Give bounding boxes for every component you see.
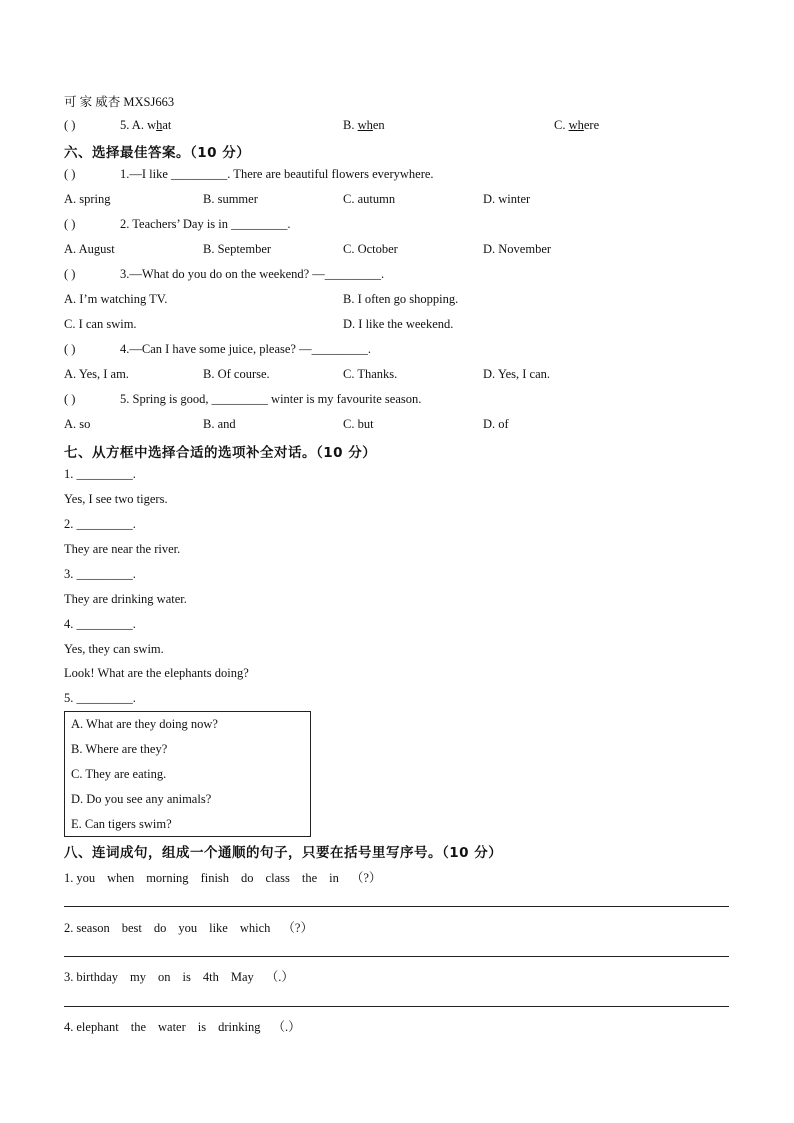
answer-line-3[interactable] — [64, 1006, 729, 1007]
option-a-rest: at — [162, 118, 172, 132]
s8-item-2 — [64, 918, 325, 936]
word: finish — [200, 871, 230, 885]
option-a-underlined: h — [156, 118, 163, 132]
answer-paren[interactable]: （.） — [265, 970, 294, 984]
s6-q3 — [64, 267, 384, 282]
s6-q5-option-b: B. and — [203, 417, 236, 431]
box-option-c: C. They are eating. — [71, 767, 167, 781]
s6-q2-option-a: A. August — [64, 242, 115, 256]
item-number: 2. — [64, 921, 74, 935]
word: elephant — [76, 1020, 119, 1034]
box-option-e: E. Can tigers swim? — [71, 817, 172, 831]
answer-paren[interactable]: （.） — [272, 1020, 301, 1034]
answer-line-1[interactable] — [64, 906, 729, 907]
word: do — [153, 921, 167, 935]
answer-paren[interactable]: ( ) — [64, 342, 76, 356]
s6-q4 — [64, 342, 371, 357]
s8-item-3 — [64, 967, 306, 985]
s6-q2-option-d: D. November — [483, 242, 552, 256]
question-text: 4.—Can I have some juice, please? —_________. — [120, 342, 371, 356]
section6-heading: 六、选择最佳答案。（10 分） — [64, 145, 251, 161]
s6-q1-option-d: D. winter — [483, 192, 531, 206]
word: on — [158, 970, 171, 984]
s6-q4-option-c: C. Thanks. — [343, 367, 398, 381]
word: season — [76, 921, 110, 935]
text-fragment: C. — [554, 118, 569, 132]
word: May — [230, 970, 254, 984]
s6-q1-option-a: A. spring — [64, 192, 111, 206]
answer-paren[interactable]: ( ) — [64, 167, 76, 181]
question-text: 2. Teachers’ Day is in _________. — [120, 217, 291, 231]
text-fragment: wh — [357, 118, 373, 132]
option-a-part: w — [147, 118, 157, 132]
word: 4th — [202, 970, 219, 984]
text-fragment: ere — [583, 118, 600, 132]
item-number: 3. — [64, 970, 74, 984]
s6-q4-option-a: A. Yes, I am. — [64, 367, 129, 381]
dialog-line: They are near the river. — [64, 542, 181, 556]
word: in — [329, 871, 339, 885]
question-text: 3.—What do you do on the weekend? —_________. — [120, 267, 385, 281]
word: is — [197, 1020, 207, 1034]
s8-item-4 — [64, 1017, 313, 1035]
word: do — [241, 871, 254, 885]
answer-line-2[interactable] — [64, 956, 729, 957]
dialog-blank-5[interactable]: 5. _________. — [64, 691, 136, 705]
section7-heading: 七、从方框中选择合适的选项补全对话。（10 分） — [64, 445, 377, 461]
answer-paren[interactable]: ( ) — [64, 217, 76, 231]
word: like — [209, 921, 228, 935]
answer-paren[interactable]: ( ) — [64, 118, 76, 132]
word: my — [130, 970, 147, 984]
dialog-blank-3[interactable]: 3. _________. — [64, 567, 136, 581]
s6-q1 — [64, 167, 434, 182]
sec5-q5-option-b — [343, 118, 385, 133]
text-fragment: wh — [568, 118, 584, 132]
s6-q4-option-d: D. Yes, I can. — [483, 367, 551, 381]
header-text: 可 家 威杏 MXSJ663 — [64, 95, 175, 109]
word: you — [76, 871, 96, 885]
dialog-line: Look! What are the elephants doing? — [64, 666, 249, 680]
s8-item-1 — [64, 868, 393, 886]
s6-q5-option-a: A. so — [64, 417, 91, 431]
dialog-line: They are drinking water. — [64, 592, 187, 606]
s6-q3-option-b: B. I often go shopping. — [343, 292, 459, 306]
text-fragment: B. — [343, 118, 358, 132]
s6-q3-option-c: C. I can swim. — [64, 317, 137, 331]
word: when — [107, 871, 135, 885]
s6-q2-option-c: C. October — [343, 242, 398, 256]
question-text: 1.—I like _________. There are beautiful flowers everywhere. — [120, 167, 434, 181]
s6-q3-option-d: D. I like the weekend. — [343, 317, 454, 331]
word: which — [239, 921, 271, 935]
box-option-b: B. Where are they? — [71, 742, 168, 756]
word: class — [265, 871, 290, 885]
word: you — [178, 921, 198, 935]
sec5-q5 — [64, 118, 171, 133]
s6-q2-option-b: B. September — [203, 242, 272, 256]
s6-q3-option-a: A. I’m watching TV. — [64, 292, 168, 306]
s6-q1-option-b: B. summer — [203, 192, 258, 206]
s6-q5 — [64, 392, 421, 407]
word: birthday — [76, 970, 119, 984]
options-box — [64, 711, 311, 837]
word: morning — [146, 871, 189, 885]
section8-heading: 八、连词成句，组成一个通顺的句子，只要在括号里写序号。（10 分） — [64, 845, 503, 861]
dialog-blank-2[interactable]: 2. _________. — [64, 517, 136, 531]
s6-q5-option-c: C. but — [343, 417, 374, 431]
word: water — [158, 1020, 186, 1034]
dialog-line: Yes, they can swim. — [64, 642, 164, 656]
box-option-a: A. What are they doing now? — [71, 717, 218, 731]
answer-paren[interactable]: ( ) — [64, 267, 76, 281]
dialog-blank-4[interactable]: 4. _________. — [64, 617, 136, 631]
answer-paren[interactable]: （?） — [350, 871, 382, 885]
dialog-blank-1[interactable]: 1. _________. — [64, 467, 136, 481]
s6-q2 — [64, 217, 291, 232]
box-option-d: D. Do you see any animals? — [71, 792, 212, 806]
word: the — [130, 1020, 146, 1034]
word: is — [182, 970, 191, 984]
answer-paren[interactable]: ( ) — [64, 392, 76, 406]
s6-q5-option-d: D. of — [483, 417, 509, 431]
dialog-line: Yes, I see two tigers. — [64, 492, 168, 506]
word: drinking — [218, 1020, 261, 1034]
word: best — [121, 921, 142, 935]
question-text: 5. Spring is good, _________ winter is my favourite season. — [120, 392, 422, 406]
question-number: 5. A. — [120, 118, 148, 132]
s6-q4-option-b: B. Of course. — [203, 367, 270, 381]
item-number: 1. — [64, 871, 74, 885]
answer-paren[interactable]: （?） — [282, 921, 313, 935]
word: the — [301, 871, 318, 885]
s6-q1-option-c: C. autumn — [343, 192, 396, 206]
item-number: 4. — [64, 1020, 74, 1034]
text-fragment: en — [372, 118, 385, 132]
sec5-q5-option-c — [554, 118, 599, 133]
